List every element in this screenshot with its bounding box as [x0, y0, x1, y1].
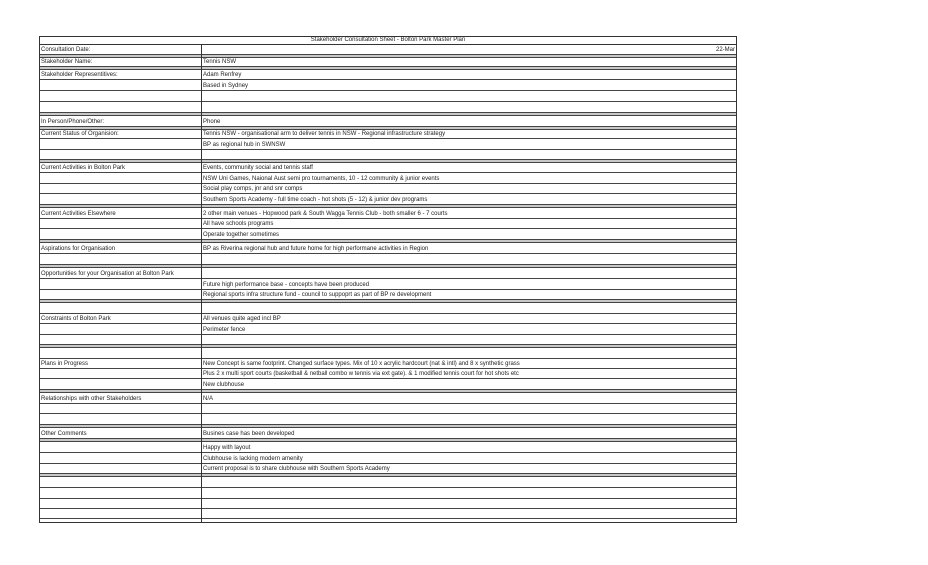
row-value: Southern Sports Academy - full time coach - hot shots (5 - 12) & junior dev programs	[203, 197, 428, 203]
row-label: Current Activities Elsewhere	[41, 211, 116, 217]
row-label: Opportunities for your Organisation at Bolton Park	[41, 271, 174, 277]
sheet-row	[40, 335, 736, 345]
row-value: Plus 2 x multi sport courts (basketball & netball combo w tennis via ext gate). & 1 modified tennis court for hot shots etc	[203, 371, 519, 377]
row-value: Based in Sydney	[203, 83, 249, 89]
row-label: Current Status of Organision:	[41, 131, 119, 137]
row-value: New clubhouse	[203, 382, 245, 388]
row-value: Current proposal is to share clubhouse with Southern Sports Academy	[203, 466, 390, 472]
sheet-row	[40, 453, 736, 464]
sheet-row	[40, 379, 736, 390]
row-value: All venues quite aged incl BP	[203, 316, 281, 322]
sheet-row	[40, 139, 736, 150]
row-label: Constraints of Bolton Park	[41, 316, 111, 322]
row-value: Events, community social and tennis staff	[203, 165, 313, 171]
sheet-row	[40, 194, 736, 205]
row-value: Busines case has been developed	[203, 431, 295, 437]
sheet-row	[40, 268, 736, 279]
row-value: 2 other main venues - Hopwood park & South Wagga Tennis Club - both smaller 6 - 7 courts	[203, 211, 448, 217]
sheet-row	[40, 348, 736, 359]
row-label: Other Comments	[41, 431, 87, 437]
sheet-row	[40, 150, 736, 160]
row-label: Plans in Progress	[41, 361, 89, 367]
sheet-row	[40, 464, 736, 474]
sheet-row	[40, 303, 736, 314]
sheet-row	[40, 130, 736, 139]
row-value: Future high performance base - concepts have been produced	[203, 282, 370, 288]
sheet-row	[40, 324, 736, 335]
sheet-row	[40, 184, 736, 194]
sheet-row	[40, 414, 736, 425]
row-value: BP as regional hub in SWNSW	[203, 142, 286, 148]
row-label: Consultation Date:	[41, 47, 91, 53]
row-value: Perimeter fence	[203, 327, 246, 333]
row-label: Relationships with other Stakeholders	[41, 396, 142, 402]
sheet-row	[40, 279, 736, 290]
sheet-row	[40, 254, 736, 265]
sheet-row	[40, 509, 736, 519]
sheet-row	[40, 173, 736, 184]
sheet-row	[40, 393, 736, 404]
sheet-row	[40, 116, 736, 127]
sheet-row	[40, 58, 736, 67]
sheet-title: Stakeholder Consultation Sheet - Bolton Park Master Plan	[40, 37, 736, 45]
row-value: New Concept is same footprint. Changed surface types. Mix of 10 x acrylic hardcourt (nat & intl) and 8 x synthetic grass	[203, 361, 520, 367]
column-separator	[201, 44, 202, 522]
row-value: All have schools programs	[203, 221, 274, 227]
sheet-row	[40, 404, 736, 414]
row-label: Current Activities in Bolton Park	[41, 165, 126, 171]
sheet-row	[40, 91, 736, 102]
sheet-row	[40, 369, 736, 379]
row-value: N/A	[203, 396, 214, 402]
sheet-row	[40, 208, 736, 219]
sheet-row	[40, 499, 736, 509]
sheet-row	[40, 219, 736, 229]
sheet-row	[40, 45, 736, 55]
sheet-row	[40, 243, 736, 254]
sheet-row	[40, 428, 736, 439]
row-value: BP as Riverina regional hub and future home for high performane activities in Region	[203, 246, 429, 252]
sheet-row	[40, 80, 736, 91]
sheet-row	[40, 229, 736, 240]
sheet-row	[40, 314, 736, 324]
sheet-row	[40, 163, 736, 173]
row-value: Tennis NSW	[203, 59, 237, 65]
row-value: NSW Uni Games, Naional Aust semi pro tournaments, 10 - 12 community & junior events	[203, 176, 440, 182]
sheet-row	[40, 488, 736, 499]
row-label: In Person/Phone/Other:	[41, 119, 105, 125]
row-right-value: 22-Mar	[715, 47, 735, 53]
consultation-sheet	[39, 36, 737, 523]
sheet-row	[40, 442, 736, 453]
sheet-row	[40, 102, 736, 113]
row-value: Social play comps, jnr and snr comps	[203, 186, 303, 192]
sheet-row	[40, 359, 736, 369]
row-value: Phone	[203, 119, 221, 125]
sheet-row	[40, 477, 736, 488]
row-value: Tennis NSW - organisational arm to deliver tennis in NSW - Regional infrastructure strategy	[203, 131, 446, 137]
sheet-row	[40, 70, 736, 80]
row-value: Regional sports infra structure fund - council to suppoprt as part of BP re development	[203, 292, 432, 298]
row-label: Aspirations for Organisation	[41, 246, 116, 252]
row-label: Stakeholder Representitives:	[41, 72, 118, 78]
row-value: Clubhouse is lacking modern amenity	[203, 456, 303, 462]
row-value: Adam Renfrey	[203, 72, 242, 78]
row-label: Stakeholder Name:	[41, 59, 93, 65]
row-value: Happy with layout	[203, 445, 251, 451]
row-value: Operate together sometimes	[203, 232, 280, 238]
sheet-row	[40, 290, 736, 300]
